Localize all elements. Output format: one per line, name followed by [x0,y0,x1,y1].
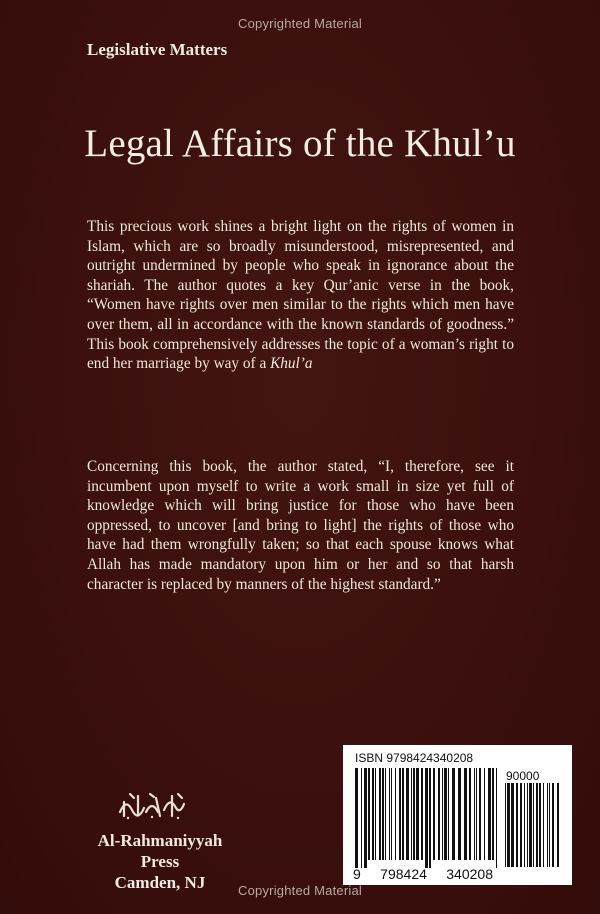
barcode-box [343,745,572,885]
barcode-bar [399,768,401,860]
barcode-bar [411,768,412,860]
barcode-bar [529,783,532,867]
barcode-bar [368,768,370,860]
barcode-bar [442,768,443,860]
barcode-bar [385,768,386,860]
barcode-bar [474,768,475,860]
isbn-digit-group-2: 340208 [446,866,493,882]
barcode-bar [389,768,390,860]
isbn-digit-lead: 9 [353,866,361,882]
barcode-bar [438,768,440,860]
watermark-bottom: Copyrighted Material [238,883,362,898]
description-paragraph [87,217,514,374]
barcode-bar [507,783,510,867]
barcode-bar [372,768,374,860]
barcode-bar [448,768,449,860]
publisher-name: Al-Rahmaniyyah Press [97,831,223,871]
barcode-bar [511,783,514,867]
barcode-bar [391,768,392,860]
barcode-bar [425,768,428,868]
barcode-bar [536,783,538,867]
price-code: 90000 [506,769,540,783]
barcode-bar [469,768,471,860]
barcode-bar [479,768,481,860]
isbn-label: ISBN 9798424340208 [355,751,474,765]
barcode-bar [505,783,506,867]
isbn-digit-group-1: 798424 [380,866,427,882]
barcode-bar [361,768,362,868]
barcode-bar [375,768,376,860]
barcode-bar [382,768,384,860]
barcode-bar [496,768,497,868]
barcode-bar [476,768,477,860]
barcode-bar [520,783,522,867]
author-quote-paragraph: Concerning this book, the author stated, “I, therefore, see it incumbent upon myself to write a work small in size yet full of knowledge which will bring justice for those who have been oppressed, to uncover [and bring to light] the rights of those who have had them wrongfully taken; so that each spouse knows what Allah has made mandatory upon him or her and so that harsh character is replaced by manners of the highest standard.” [87,458,514,593]
barcode-bar [433,768,435,860]
barcode-bar [429,768,431,868]
barcode-bar [539,783,541,867]
barcode-bar [547,783,548,867]
series-label: Legislative Matters [87,40,228,59]
barcode-bar [413,768,415,860]
barcode-bar [484,768,485,860]
barcode-bar [492,768,494,860]
barcode-bar [533,783,534,867]
barcode-bar [549,783,550,867]
barcode-bar [402,768,404,860]
barcode-bar [421,768,423,860]
barcode-bar [527,783,528,867]
barcode-bar [406,768,409,860]
publisher-location: Camden, NJ [114,873,206,892]
barcode-bar [452,768,455,860]
isbn-digits [353,866,493,882]
barcode-bar [488,768,491,860]
barcode-bar [557,783,559,867]
barcode-bar [379,768,381,860]
barcode-bar [516,783,518,867]
barcode-bar [444,768,447,860]
barcode-bar [543,783,544,867]
price-barcode [505,783,565,875]
barcode-bar [552,783,554,867]
isbn-barcode [355,768,499,868]
watermark-top: Copyrighted Material [238,16,362,31]
barcode-bar [364,768,367,868]
barcode-bar [355,768,358,868]
barcode-bar [395,768,396,860]
description-text: This precious work shines a bright light on the rights of women in Islam, which are so broadly misunderstood, misrepresented, and outright undermined by people who speak in ignorance about the shariah. The author quotes a key Qur’anic verse in the book, “Women have rights over men similar to the rights which men have over them, all in accordance with the known standards of goodness.” This book comprehensively addresses the topic of a woman’s right to end her marriage by way of a [87,218,514,373]
publisher-calligraphy-logo [116,790,188,820]
barcode-bar [464,768,467,860]
khula-term: Khul’a [270,355,313,373]
barcode-bar [458,768,461,860]
barcode-bar [416,768,419,860]
book-title: Legal Affairs of the Khul’u [84,122,516,165]
barcode-bar [524,783,525,867]
